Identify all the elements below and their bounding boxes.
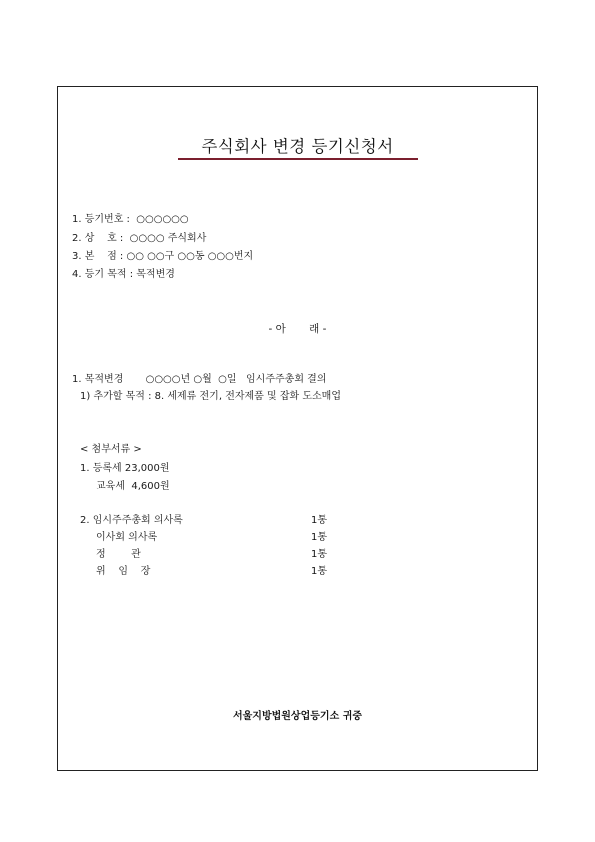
document-title: 주식회사 변경 등기신청서 xyxy=(201,137,394,156)
info-company-name: 2. 상 호 : ○○○○ 주식회사 xyxy=(72,233,207,244)
info-head-office: 3. 본 점 : ○○ ○○구 ○○동 ○○○번지 xyxy=(72,251,254,262)
title-underline xyxy=(178,158,418,160)
info-registration-number: 1. 등기번호 : ○○○○○○ xyxy=(72,214,189,225)
doc-count-shareholders-minutes: 1통 xyxy=(311,515,328,526)
attachments-heading: < 첨부서류 > xyxy=(80,444,142,455)
recipient-office: 서울지방법원상업등기소 귀중 xyxy=(232,711,363,722)
doc-name-power-of-attorney: 위 임 장 xyxy=(96,566,151,577)
doc-count-power-of-attorney: 1통 xyxy=(311,566,328,577)
registration-tax: 1. 등록세 23,000원 xyxy=(80,463,170,474)
doc-count-board-minutes: 1통 xyxy=(311,532,328,543)
doc-name-articles: 정 관 xyxy=(96,549,141,560)
purpose-change-line: 1. 목적변경 ○○○○년 ○월 ○일 임시주주총회 결의 xyxy=(72,374,327,385)
info-registration-purpose: 4. 등기 목적 : 목적변경 xyxy=(72,269,175,280)
education-tax: 교육세 4,600원 xyxy=(96,481,170,492)
doc-name-shareholders-minutes: 2. 임시주주총회 의사록 xyxy=(80,515,183,526)
doc-name-board-minutes: 이사회 의사록 xyxy=(96,532,158,543)
purpose-item-line: 1) 추가할 목적 : 8. 세제류 전기, 전자제품 및 잡화 도소매업 xyxy=(80,391,341,402)
doc-count-articles: 1통 xyxy=(311,549,328,560)
page-frame xyxy=(57,86,538,771)
below-heading: - 아 래 - xyxy=(268,323,327,335)
